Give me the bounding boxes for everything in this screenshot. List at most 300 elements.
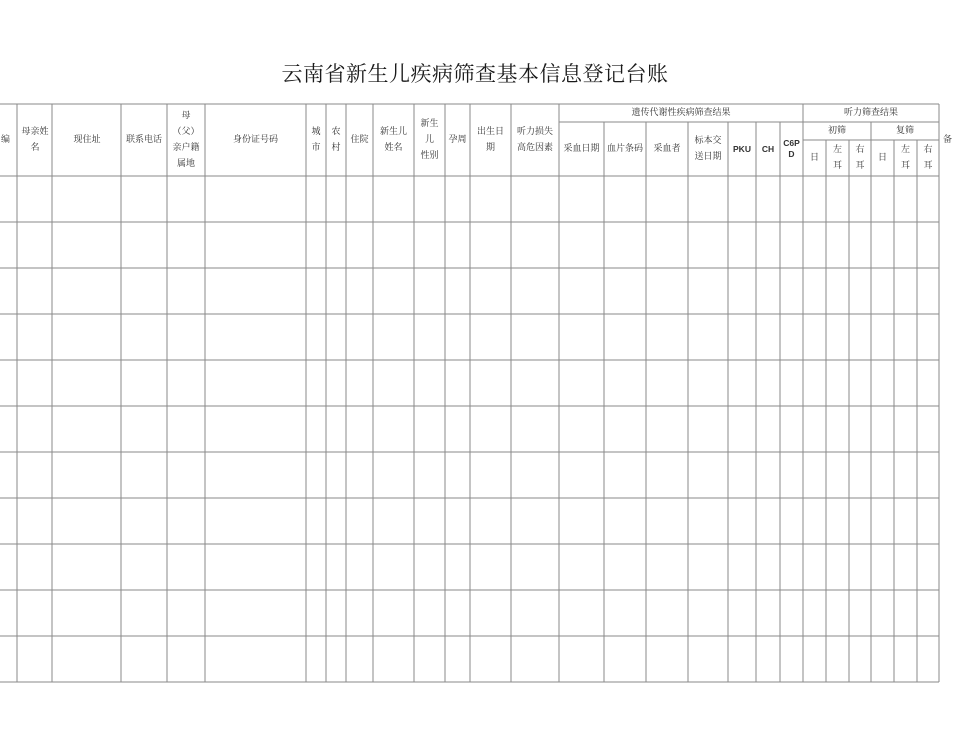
table-cell[interactable]: [917, 636, 939, 682]
table-cell[interactable]: [803, 176, 826, 222]
table-cell[interactable]: [205, 268, 306, 314]
table-cell[interactable]: [688, 314, 728, 360]
table-cell[interactable]: [780, 176, 803, 222]
table-cell[interactable]: [803, 498, 826, 544]
table-cell[interactable]: [470, 590, 511, 636]
table-cell[interactable]: [646, 452, 688, 498]
table-cell[interactable]: [121, 176, 167, 222]
table-cell[interactable]: [470, 176, 511, 222]
table-cell[interactable]: [917, 176, 939, 222]
table-cell[interactable]: [306, 268, 326, 314]
table-cell[interactable]: [511, 590, 559, 636]
table-cell[interactable]: [559, 590, 604, 636]
table-cell[interactable]: [52, 222, 121, 268]
table-cell[interactable]: [470, 406, 511, 452]
table-cell[interactable]: [780, 590, 803, 636]
table-cell[interactable]: [688, 544, 728, 590]
table-cell[interactable]: [688, 176, 728, 222]
table-cell[interactable]: [346, 222, 373, 268]
table-cell[interactable]: [414, 176, 445, 222]
table-cell[interactable]: [306, 544, 326, 590]
table-cell[interactable]: [756, 176, 780, 222]
table-cell[interactable]: [849, 498, 871, 544]
table-cell[interactable]: [826, 406, 849, 452]
table-cell[interactable]: [306, 222, 326, 268]
table-cell[interactable]: [559, 268, 604, 314]
table-cell[interactable]: [414, 314, 445, 360]
table-cell[interactable]: [414, 544, 445, 590]
table-cell[interactable]: [646, 544, 688, 590]
table-cell[interactable]: [346, 176, 373, 222]
table-cell[interactable]: [917, 314, 939, 360]
table-cell[interactable]: [849, 268, 871, 314]
table-cell[interactable]: [559, 222, 604, 268]
table-cell[interactable]: [17, 590, 52, 636]
table-cell[interactable]: [894, 222, 917, 268]
table-cell[interactable]: [445, 268, 470, 314]
table-cell[interactable]: [604, 452, 646, 498]
table-cell[interactable]: [803, 452, 826, 498]
table-cell[interactable]: [756, 360, 780, 406]
table-cell[interactable]: [167, 590, 205, 636]
table-cell[interactable]: [0, 314, 17, 360]
table-cell[interactable]: [373, 268, 414, 314]
table-cell[interactable]: [511, 452, 559, 498]
table-cell[interactable]: [559, 360, 604, 406]
table-cell[interactable]: [871, 498, 894, 544]
table-cell[interactable]: [803, 360, 826, 406]
table-cell[interactable]: [559, 406, 604, 452]
header-initial-left-ear: 左 耳: [832, 145, 842, 171]
table-cell[interactable]: [414, 636, 445, 682]
table-cell[interactable]: [373, 498, 414, 544]
table-cell[interactable]: [445, 498, 470, 544]
table-cell[interactable]: [414, 268, 445, 314]
table-cell[interactable]: [728, 314, 756, 360]
table-cell[interactable]: [511, 314, 559, 360]
table-cell[interactable]: [646, 314, 688, 360]
table-cell[interactable]: [205, 176, 306, 222]
table-cell[interactable]: [803, 590, 826, 636]
table-cell[interactable]: [826, 498, 849, 544]
table-cell[interactable]: [0, 360, 17, 406]
table-cell[interactable]: [780, 406, 803, 452]
table-cell[interactable]: [52, 360, 121, 406]
table-cell[interactable]: [205, 222, 306, 268]
table-cell[interactable]: [346, 360, 373, 406]
table-cell[interactable]: [17, 636, 52, 682]
table-cell[interactable]: [52, 636, 121, 682]
table-cell[interactable]: [373, 636, 414, 682]
table-cell[interactable]: [894, 636, 917, 682]
table-cell[interactable]: [306, 176, 326, 222]
table-cell[interactable]: [728, 452, 756, 498]
table-cell[interactable]: [346, 314, 373, 360]
table-cell[interactable]: [17, 360, 52, 406]
table-cell[interactable]: [326, 314, 346, 360]
table-cell[interactable]: [205, 406, 306, 452]
table-cell[interactable]: [604, 268, 646, 314]
table-cell[interactable]: [756, 544, 780, 590]
table-cell[interactable]: [849, 636, 871, 682]
table-cell[interactable]: [646, 222, 688, 268]
table-cell[interactable]: [373, 590, 414, 636]
table-cell[interactable]: [470, 268, 511, 314]
table-cell[interactable]: [121, 406, 167, 452]
table-cell[interactable]: [326, 360, 346, 406]
table-cell[interactable]: [756, 222, 780, 268]
table-cell[interactable]: [871, 406, 894, 452]
table-cell[interactable]: [826, 268, 849, 314]
table-cell[interactable]: [849, 406, 871, 452]
table-cell[interactable]: [604, 406, 646, 452]
table-cell[interactable]: [0, 176, 17, 222]
table-cell[interactable]: [121, 636, 167, 682]
table-cell[interactable]: [167, 452, 205, 498]
table-cell[interactable]: [756, 498, 780, 544]
table-cell[interactable]: [445, 406, 470, 452]
table-cell[interactable]: [756, 636, 780, 682]
table-cell[interactable]: [688, 498, 728, 544]
table-cell[interactable]: [559, 544, 604, 590]
table-cell[interactable]: [205, 498, 306, 544]
table-cell[interactable]: [121, 498, 167, 544]
table-cell[interactable]: [849, 176, 871, 222]
table-cell[interactable]: [646, 636, 688, 682]
table-cell[interactable]: [17, 544, 52, 590]
table-cell[interactable]: [756, 452, 780, 498]
table-cell[interactable]: [17, 268, 52, 314]
table-cell[interactable]: [917, 544, 939, 590]
table-cell[interactable]: [511, 222, 559, 268]
table-cell[interactable]: [604, 590, 646, 636]
table-cell[interactable]: [52, 406, 121, 452]
table-cell[interactable]: [826, 452, 849, 498]
table-cell[interactable]: [326, 268, 346, 314]
table-cell[interactable]: [604, 636, 646, 682]
table-cell[interactable]: [346, 498, 373, 544]
table-cell[interactable]: [470, 498, 511, 544]
table-cell[interactable]: [52, 176, 121, 222]
table-cell[interactable]: [470, 314, 511, 360]
table-cell[interactable]: [826, 590, 849, 636]
table-cell[interactable]: [205, 314, 306, 360]
table-cell[interactable]: [306, 314, 326, 360]
table-cell[interactable]: [445, 452, 470, 498]
table-cell[interactable]: [346, 590, 373, 636]
table-cell[interactable]: [511, 406, 559, 452]
table-cell[interactable]: [0, 636, 17, 682]
table-cell[interactable]: [167, 636, 205, 682]
table-cell[interactable]: [849, 590, 871, 636]
table-cell[interactable]: [728, 268, 756, 314]
table-cell[interactable]: [121, 452, 167, 498]
table-cell[interactable]: [121, 222, 167, 268]
table-cell[interactable]: [414, 360, 445, 406]
table-cell[interactable]: [306, 498, 326, 544]
table-cell[interactable]: [205, 452, 306, 498]
table-cell[interactable]: [346, 406, 373, 452]
table-cell[interactable]: [688, 636, 728, 682]
table-cell[interactable]: [728, 360, 756, 406]
table-cell[interactable]: [445, 544, 470, 590]
table-cell[interactable]: [917, 268, 939, 314]
table-cell[interactable]: [604, 222, 646, 268]
table-cell[interactable]: [894, 314, 917, 360]
header-remarks: 备: [943, 135, 953, 145]
table-cell[interactable]: [756, 268, 780, 314]
table-cell[interactable]: [756, 314, 780, 360]
table-cell[interactable]: [346, 268, 373, 314]
table-cell[interactable]: [205, 360, 306, 406]
table-cell[interactable]: [894, 360, 917, 406]
table-cell[interactable]: [646, 176, 688, 222]
table-cell[interactable]: [306, 360, 326, 406]
table-cell[interactable]: [871, 544, 894, 590]
table-cell[interactable]: [326, 590, 346, 636]
table-cell[interactable]: [780, 636, 803, 682]
table-cell[interactable]: [373, 176, 414, 222]
table-cell[interactable]: [728, 544, 756, 590]
table-cell[interactable]: [559, 636, 604, 682]
table-cell[interactable]: [756, 590, 780, 636]
table-cell[interactable]: [52, 544, 121, 590]
table-cell[interactable]: [470, 360, 511, 406]
table-cell[interactable]: [728, 498, 756, 544]
table-cell[interactable]: [167, 222, 205, 268]
table-cell[interactable]: [326, 544, 346, 590]
table-cell[interactable]: [52, 498, 121, 544]
table-cell[interactable]: [871, 636, 894, 682]
table-cell[interactable]: [604, 314, 646, 360]
table-cell[interactable]: [894, 406, 917, 452]
table-cell[interactable]: [0, 544, 17, 590]
table-cell[interactable]: [373, 406, 414, 452]
table-cell[interactable]: [0, 268, 17, 314]
table-cell[interactable]: [849, 222, 871, 268]
table-cell[interactable]: [167, 314, 205, 360]
table-cell[interactable]: [414, 590, 445, 636]
table-cell[interactable]: [414, 452, 445, 498]
table-cell[interactable]: [121, 590, 167, 636]
table-cell[interactable]: [0, 590, 17, 636]
table-cell[interactable]: [803, 544, 826, 590]
table-cell[interactable]: [646, 498, 688, 544]
table-cell[interactable]: [445, 176, 470, 222]
table-cell[interactable]: [871, 314, 894, 360]
table-cell[interactable]: [803, 222, 826, 268]
table-cell[interactable]: [306, 590, 326, 636]
table-cell[interactable]: [780, 360, 803, 406]
table-cell[interactable]: [871, 222, 894, 268]
table-cell[interactable]: [373, 452, 414, 498]
table-cell[interactable]: [894, 452, 917, 498]
table-cell[interactable]: [121, 360, 167, 406]
table-cell[interactable]: [205, 636, 306, 682]
table-cell[interactable]: [0, 452, 17, 498]
table-cell[interactable]: [445, 636, 470, 682]
table-cell[interactable]: [826, 222, 849, 268]
table-cell[interactable]: [17, 452, 52, 498]
table-cell[interactable]: [511, 268, 559, 314]
table-cell[interactable]: [52, 452, 121, 498]
table-cell[interactable]: [445, 590, 470, 636]
table-cell[interactable]: [414, 222, 445, 268]
table-cell[interactable]: [470, 544, 511, 590]
table-cell[interactable]: [688, 406, 728, 452]
table-cell[interactable]: [373, 544, 414, 590]
table-cell[interactable]: [559, 452, 604, 498]
table-cell[interactable]: [0, 498, 17, 544]
table-cell[interactable]: [445, 360, 470, 406]
table-cell[interactable]: [780, 268, 803, 314]
table-cell[interactable]: [17, 498, 52, 544]
header-blood-barcode: 血片条码: [606, 144, 643, 154]
table-cell[interactable]: [849, 544, 871, 590]
table-cell[interactable]: [17, 222, 52, 268]
table-cell[interactable]: [326, 498, 346, 544]
table-cell[interactable]: [604, 176, 646, 222]
table-cell[interactable]: [871, 360, 894, 406]
table-cell[interactable]: [917, 498, 939, 544]
table-cell[interactable]: [871, 590, 894, 636]
table-cell[interactable]: [849, 314, 871, 360]
table-cell[interactable]: [326, 452, 346, 498]
table-cell[interactable]: [346, 544, 373, 590]
table-cell[interactable]: [803, 636, 826, 682]
table-cell[interactable]: [414, 498, 445, 544]
table-cell[interactable]: [646, 590, 688, 636]
table-cell[interactable]: [373, 222, 414, 268]
table-cell[interactable]: [326, 406, 346, 452]
table-cell[interactable]: [470, 222, 511, 268]
table-cell[interactable]: [17, 176, 52, 222]
table-cell[interactable]: [688, 590, 728, 636]
table-cell[interactable]: [917, 406, 939, 452]
table-cell[interactable]: [470, 636, 511, 682]
table-cell[interactable]: [326, 636, 346, 682]
table-cell[interactable]: [167, 406, 205, 452]
table-cell[interactable]: [871, 176, 894, 222]
table-cell[interactable]: [52, 268, 121, 314]
table-cell[interactable]: [688, 360, 728, 406]
table-cell[interactable]: [646, 268, 688, 314]
table-cell[interactable]: [167, 498, 205, 544]
table-cell[interactable]: [559, 498, 604, 544]
table-cell[interactable]: [121, 268, 167, 314]
table-cell[interactable]: [688, 452, 728, 498]
table-cell[interactable]: [604, 498, 646, 544]
table-cell[interactable]: [826, 314, 849, 360]
table-cell[interactable]: [17, 314, 52, 360]
table-cell[interactable]: [205, 590, 306, 636]
table-cell[interactable]: [826, 636, 849, 682]
table-cell[interactable]: [728, 222, 756, 268]
table-cell[interactable]: [728, 590, 756, 636]
table-cell[interactable]: [780, 314, 803, 360]
table-cell[interactable]: [756, 406, 780, 452]
table-cell[interactable]: [604, 544, 646, 590]
table-cell[interactable]: [894, 498, 917, 544]
table-cell[interactable]: [688, 222, 728, 268]
table-cell[interactable]: [894, 544, 917, 590]
table-cell[interactable]: [167, 176, 205, 222]
table-cell[interactable]: [52, 590, 121, 636]
table-cell[interactable]: [346, 452, 373, 498]
table-cell[interactable]: [559, 176, 604, 222]
table-cell[interactable]: [803, 406, 826, 452]
table-cell[interactable]: [511, 176, 559, 222]
table-cell[interactable]: [559, 314, 604, 360]
table-cell[interactable]: [167, 268, 205, 314]
table-cell[interactable]: [646, 360, 688, 406]
table-cell[interactable]: [445, 222, 470, 268]
table-cell[interactable]: [52, 314, 121, 360]
table-cell[interactable]: [826, 360, 849, 406]
table-cell[interactable]: [917, 222, 939, 268]
table-cell[interactable]: [0, 222, 17, 268]
table-cell[interactable]: [849, 452, 871, 498]
table-cell[interactable]: [917, 590, 939, 636]
table-cell[interactable]: [688, 268, 728, 314]
table-cell[interactable]: [780, 544, 803, 590]
table-cell[interactable]: [511, 360, 559, 406]
table-cell[interactable]: [306, 406, 326, 452]
table-cell[interactable]: [728, 176, 756, 222]
table-cell[interactable]: [326, 222, 346, 268]
table-cell[interactable]: [306, 452, 326, 498]
table-cell[interactable]: [167, 360, 205, 406]
table-cell[interactable]: [470, 452, 511, 498]
table-cell[interactable]: [803, 268, 826, 314]
table-cell[interactable]: [894, 176, 917, 222]
table-cell[interactable]: [414, 406, 445, 452]
table-cell[interactable]: [511, 498, 559, 544]
table-cell[interactable]: [17, 406, 52, 452]
table-cell[interactable]: [167, 544, 205, 590]
table-cell[interactable]: [445, 314, 470, 360]
table-cell[interactable]: [205, 544, 306, 590]
table-cell[interactable]: [121, 314, 167, 360]
table-cell[interactable]: [511, 544, 559, 590]
table-cell[interactable]: [826, 544, 849, 590]
table-cell[interactable]: [780, 452, 803, 498]
table-cell[interactable]: [780, 498, 803, 544]
table-cell[interactable]: [728, 636, 756, 682]
table-cell[interactable]: [728, 406, 756, 452]
table-cell[interactable]: [0, 406, 17, 452]
table-cell[interactable]: [780, 222, 803, 268]
table-cell[interactable]: [326, 176, 346, 222]
table-cell[interactable]: [917, 360, 939, 406]
table-cell[interactable]: [373, 314, 414, 360]
table-cell[interactable]: [871, 452, 894, 498]
table-cell[interactable]: [604, 360, 646, 406]
table-cell[interactable]: [511, 636, 559, 682]
table-cell[interactable]: [894, 590, 917, 636]
table-cell[interactable]: [373, 360, 414, 406]
table-cell[interactable]: [646, 406, 688, 452]
table-cell[interactable]: [121, 544, 167, 590]
table-cell[interactable]: [826, 176, 849, 222]
table-cell[interactable]: [894, 268, 917, 314]
table-cell[interactable]: [917, 452, 939, 498]
table-cell[interactable]: [346, 636, 373, 682]
table-cell[interactable]: [871, 268, 894, 314]
table-cell[interactable]: [849, 360, 871, 406]
table-cell[interactable]: [306, 636, 326, 682]
table-cell[interactable]: [803, 314, 826, 360]
